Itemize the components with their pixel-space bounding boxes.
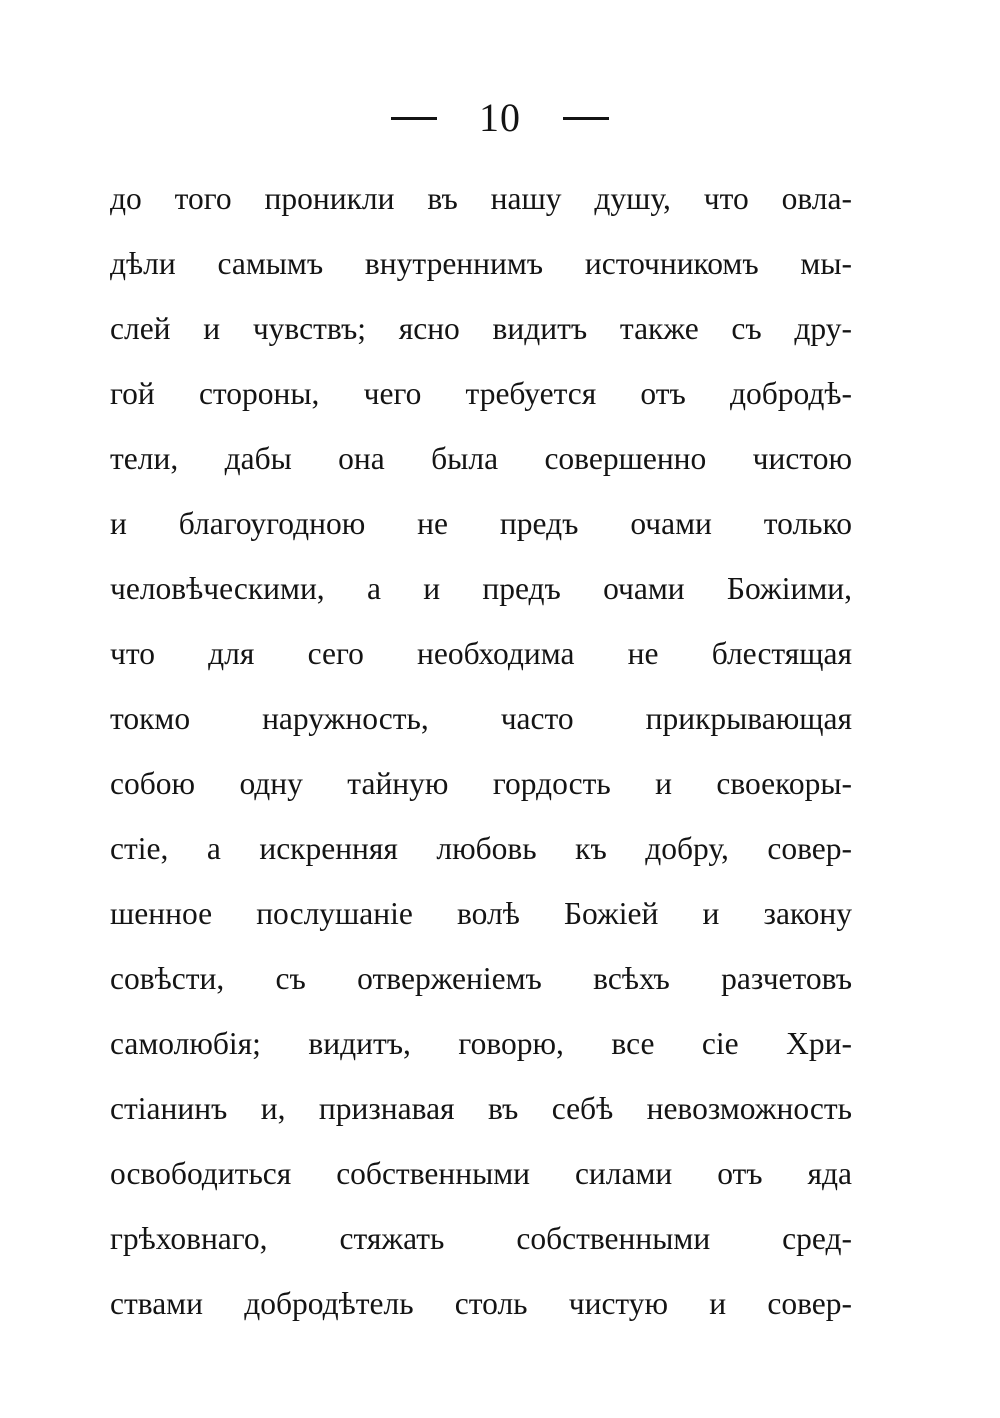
text-line-18: ствами добродѣтель столь чистую и совер- [110, 1286, 852, 1321]
right-dash [563, 117, 609, 120]
text-line-13: совѣсти, съ отверженіемъ всѣхъ разчетовъ [110, 961, 852, 996]
text-line-12: шенное послушаніе волѣ Божіей и закону [110, 896, 852, 931]
text-line-4: гой стороны, чего требуется отъ добродѣ- [110, 376, 852, 411]
text-line-2: дѣли самымъ внутреннимъ источникомъ мы- [110, 246, 852, 281]
left-dash [391, 117, 437, 120]
page-number: 10 [479, 95, 521, 140]
text-line-1: до того проникли въ нашу душу, что овла- [110, 181, 852, 216]
text-line-16: освободиться собственными силами отъ яда [110, 1156, 852, 1191]
text-line-17: грѣховнаго, стяжать собственными сред- [110, 1221, 852, 1256]
text-line-11: стіе, а искренняя любовь къ добру, совер- [110, 831, 852, 866]
text-line-3: слей и чувствъ; ясно видитъ также съ дру- [110, 311, 852, 346]
body-text [110, 166, 852, 1336]
text-line-14: самолюбія; видитъ, говорю, все сіе Хри- [110, 1026, 852, 1061]
text-line-8: что для сего необходима не блестящая [110, 636, 852, 671]
text-line-15: стіанинъ и, признавая въ себѣ невозможность [110, 1091, 852, 1126]
page-header [0, 92, 1000, 144]
text-line-7: человѣческими, а и предъ очами Божіими, [110, 571, 852, 606]
text-line-9: токмо наружность, часто прикрывающая [110, 701, 852, 736]
text-line-10: собою одну тайную гордость и своекоры- [110, 766, 852, 801]
text-line-5: тели, дабы она была совершенно чистою [110, 441, 852, 476]
text-line-6: и благоугодною не предъ очами только [110, 506, 852, 541]
